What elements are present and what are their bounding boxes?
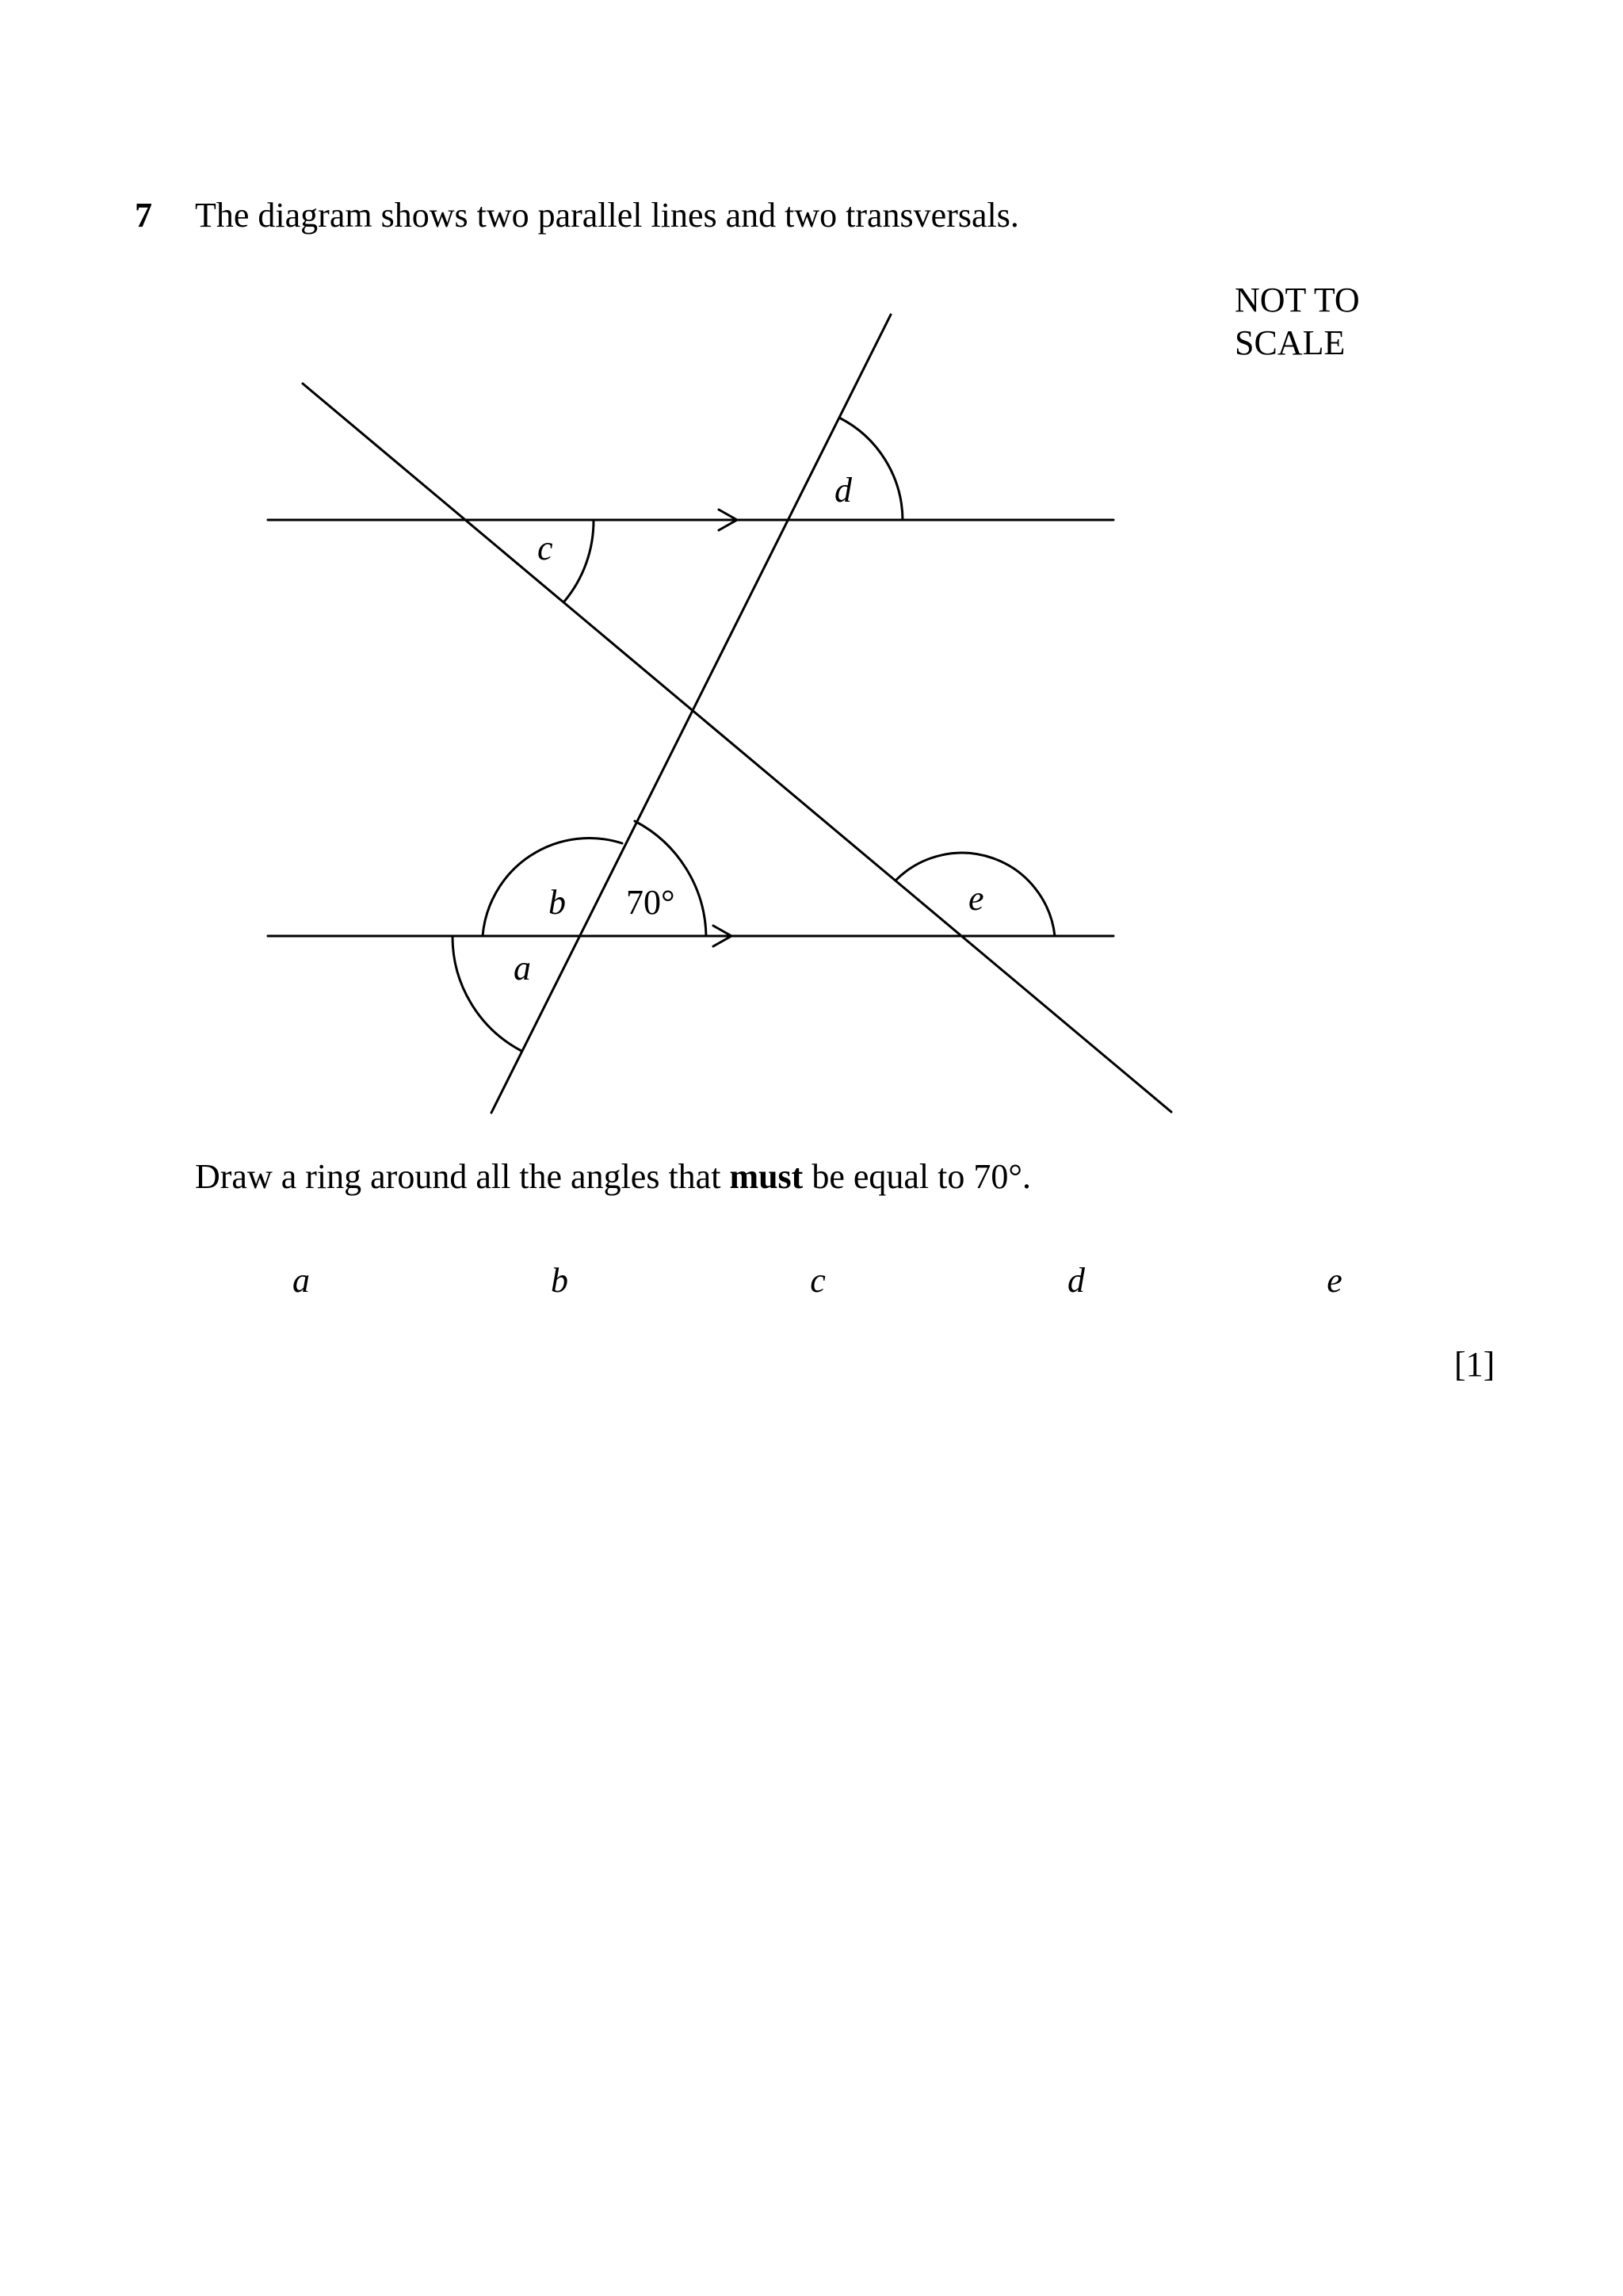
- angle-label-d: d: [834, 471, 852, 510]
- angle-label-b: b: [548, 883, 566, 922]
- transversal-two: [491, 315, 891, 1113]
- option-c[interactable]: c: [810, 1261, 826, 1300]
- not-to-scale-line-1: NOT TO: [1235, 281, 1360, 319]
- angle-label-e: e: [968, 879, 984, 918]
- instruction-after: be equal to 70°.: [803, 1157, 1031, 1196]
- question-number: 7: [135, 196, 152, 235]
- angle-label-c: c: [537, 529, 553, 567]
- marks-allocation: [1]: [1454, 1345, 1495, 1384]
- instruction-emphasis: must: [729, 1157, 804, 1196]
- question-text: The diagram shows two parallel lines and two transversals.: [195, 196, 1019, 235]
- option-e[interactable]: e: [1327, 1261, 1342, 1300]
- not-to-scale-line-2: SCALE: [1235, 323, 1346, 362]
- angle-arc-c: [564, 520, 594, 602]
- instruction-before: Draw a ring around all the angles that: [195, 1157, 730, 1196]
- angle-label-70: 70°: [626, 883, 675, 922]
- instruction-text: [195, 1159, 1031, 1194]
- option-a[interactable]: a: [292, 1261, 310, 1300]
- option-b[interactable]: b: [551, 1261, 568, 1300]
- answer-options: [0, 1263, 1623, 1311]
- option-d[interactable]: d: [1067, 1261, 1085, 1300]
- angle-label-a: a: [514, 949, 531, 988]
- transversal-one: [303, 384, 1171, 1112]
- angle-arc-a: [453, 936, 521, 1051]
